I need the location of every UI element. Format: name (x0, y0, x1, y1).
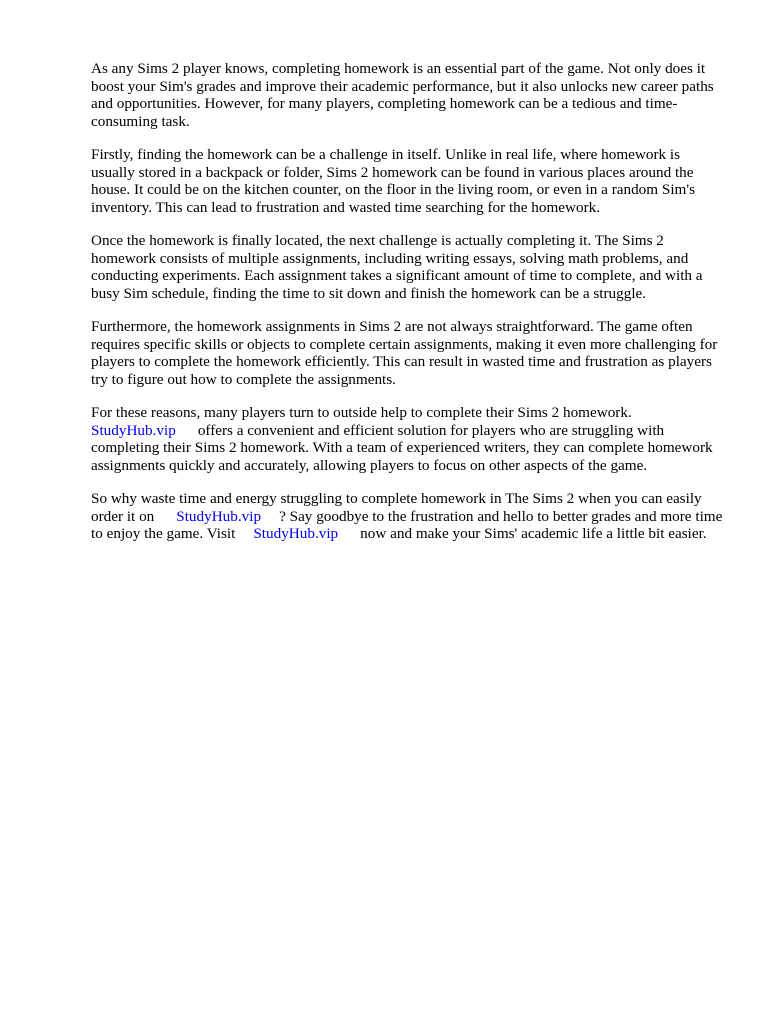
outside-help-rest-text: offers a convenient and efficient solution for players who are struggling with completing their Sims 2 homework. With a team of experienced writers, they can complete homework assignments quickly and accurately, allowing players to focus on other aspects of the game. (91, 421, 713, 474)
studyhub-link-1[interactable]: StudyHub.vip (91, 421, 176, 439)
cta-text-part-2: ? Say goodbye to the frustration and hello to better grades and more time to enjoy the game. Visit (91, 507, 723, 542)
paragraph-outside-help (91, 404, 723, 474)
paragraph-finding-homework: Firstly, finding the homework can be a challenge in itself. Unlike in real life, where homework is usually stored in a backpack or folder, Sims 2 homework can be found in various places around the house. It could be on the kitchen counter, on the floor in the living room, or even in a random Sim's inventory. This can lead to frustration and wasted time searching for the homework. (91, 146, 696, 216)
document-body (91, 60, 723, 559)
paragraph-completing-homework: Once the homework is finally located, the next challenge is actually completing it. The Sims 2 homework consists of multiple assignments, including writing essays, solving math problems, and conducting experiments. Each assignment takes a significant amount of time to complete, and with a busy Sim schedule, finding the time to sit down and finish the homework can be a struggle. (91, 232, 703, 302)
outside-help-lead-text: For these reasons, many players turn to outside help to complete their Sims 2 homework. (91, 404, 632, 421)
studyhub-link-3[interactable]: StudyHub.vip (253, 525, 339, 542)
cta-text-part-3: now and make your Sims' academic life a little bit easier. (360, 525, 707, 542)
cta-text-part-1: So why waste time and energy struggling to complete homework in The Sims 2 when you can easily order it on (91, 490, 702, 525)
paragraph-call-to-action (91, 490, 723, 543)
paragraph-intro: As any Sims 2 player knows, completing homework is an essential part of the game. Not only does it boost your Sim's grades and improve their academic performance, but it also unlocks new career paths and opportunities. However, for many players, completing homework can be a tedious and time-consuming task. (91, 60, 714, 130)
paragraph-assignment-difficulty: Furthermore, the homework assignments in Sims 2 are not always straightforward. The game often requires specific skills or objects to complete certain assignments, making it even more challenging for players to complete the homework efficiently. This can result in wasted time and frustration as players try to figure out how to complete the assignments. (91, 318, 718, 388)
studyhub-link-2[interactable]: StudyHub.vip (176, 507, 262, 525)
